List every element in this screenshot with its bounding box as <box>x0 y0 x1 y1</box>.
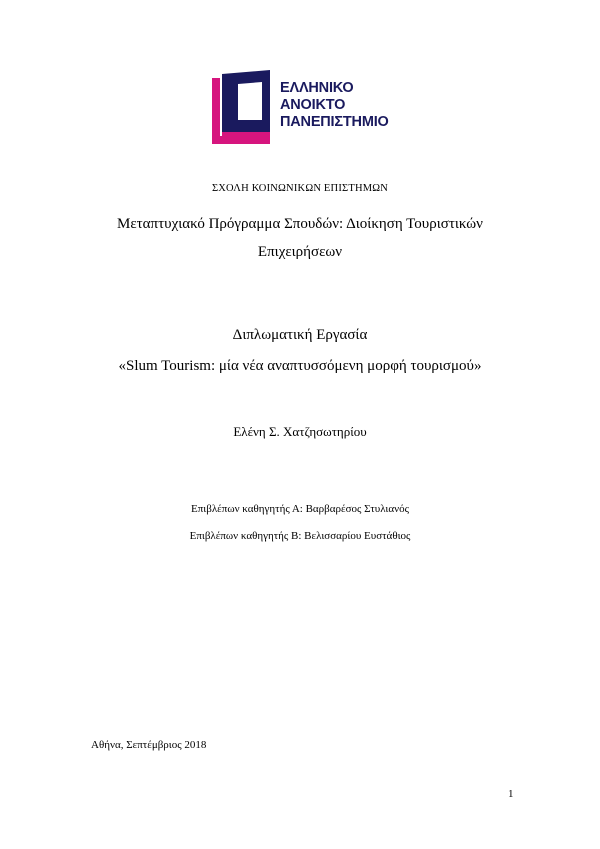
thesis-title: «Slum Tourism: μία νέα αναπτυσσόμενη μορφή τουρισμού» <box>118 358 482 374</box>
program-title <box>0 210 600 266</box>
logo-emblem-icon <box>212 70 278 144</box>
program-line-1: Μεταπτυχιακό Πρόγραμμα Σπουδών: Διοίκηση Τουριστικών <box>117 216 483 232</box>
school-name: ΣΧΟΛΗ ΚΟΙΝΩΝΙΚΩΝ ΕΠΙΣΤΗΜΩΝ <box>211 183 389 194</box>
supervisor-b: Επιβλέπων καθηγητής Β: Βελισσαρίου Ευστάθιος <box>189 530 411 542</box>
place-date: Αθήνα, Σεπτέμβριος 2018 <box>91 739 207 751</box>
logo-wordmark <box>280 80 389 131</box>
page-number: 1 <box>508 788 514 800</box>
logo-line-3: ΠΑΝΕΠΙΣΤΗΜΙΟ <box>280 114 389 130</box>
university-logo <box>212 70 402 144</box>
program-line-2: Επιχειρήσεων <box>257 244 343 260</box>
supervisor-a: Επιβλέπων καθηγητής Α: Βαρβαρέσος Στυλιανός <box>191 503 409 515</box>
thesis-label: Διπλωματική Εργασία <box>232 327 368 343</box>
author-name: Ελένη Σ. Χατζησωτηρίου <box>233 424 367 439</box>
logo-line-2: ΑΝΟΙΚΤΟ <box>280 97 346 113</box>
logo-line-1: ΕΛΛΗΝΙΚΟ <box>280 80 354 96</box>
